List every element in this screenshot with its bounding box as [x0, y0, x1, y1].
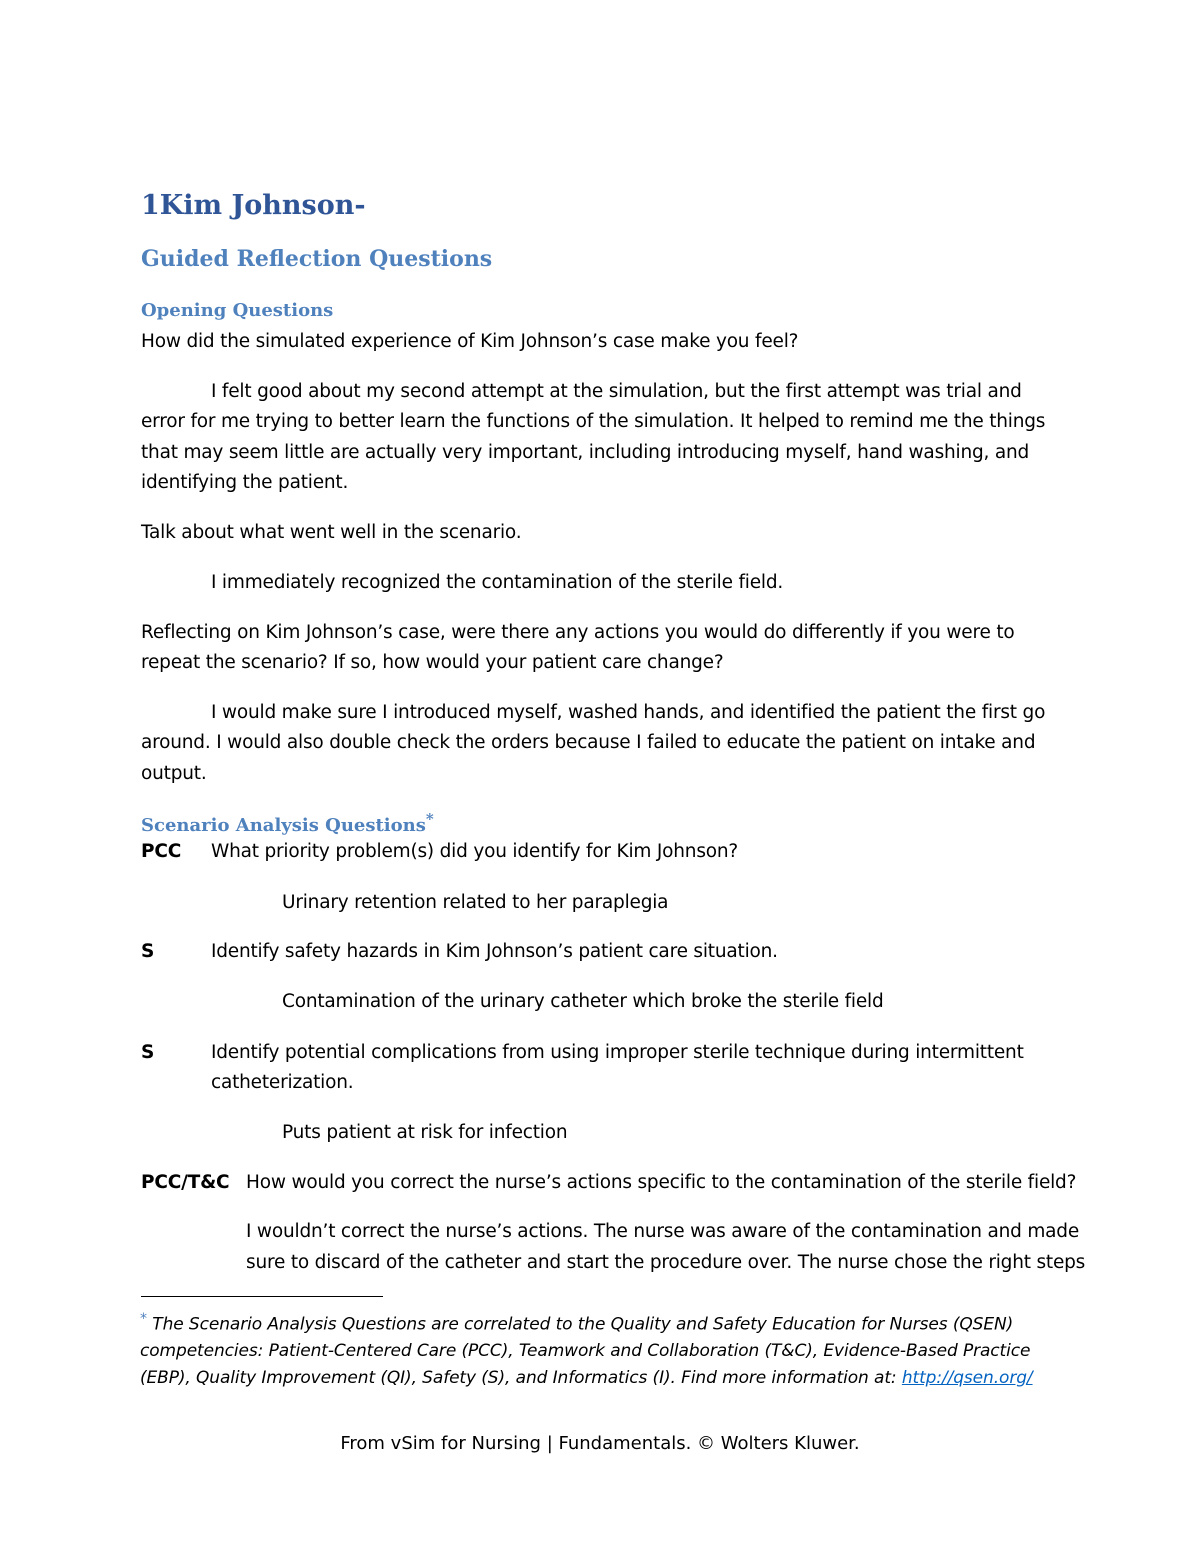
footnote-text: The Scenario Analysis Questions are correlated to the Quality and Safety Education for Nurses (QSEN) competencies: Patient-Centered Care (PCC), Teamwork and Collaboration (T&C), Evidence-Based Practice (EBP), Quality Improvement (QI), Safety (S), and Informatics (I). Find more information at:	[140, 1314, 1031, 1388]
page-footer: From vSim for Nursing | Fundamentals. © Wolters Kluwer.	[340, 1433, 860, 1454]
question-1: How did the simulated experience of Kim Johnson’s case make you feel?	[141, 331, 799, 352]
item-question: How would you correct the nurse’s actions specific to the contamination of the sterile field?	[246, 1172, 1077, 1193]
scenario-analysis-heading-text: Scenario Analysis Questions	[141, 815, 426, 836]
item-answer-line-1: I wouldn’t correct the nurse’s actions. The nurse was aware of the contamination and made	[246, 1221, 1080, 1242]
qsen-link[interactable]: http://qsen.org/	[901, 1367, 1033, 1388]
item-tag: S	[141, 941, 155, 962]
scenario-analysis-heading	[141, 810, 434, 836]
document-title: 1Kim Johnson-	[141, 190, 366, 221]
footnote	[140, 1306, 1060, 1391]
item-question-line-1: Identify potential complications from using improper sterile technique during intermittent	[211, 1042, 1024, 1063]
item-tag: PCC/T&C	[141, 1172, 230, 1193]
item-answer: Contamination of the urinary catheter which broke the sterile field	[282, 991, 884, 1012]
section-title: Guided Reflection Questions	[141, 246, 493, 272]
item-answer-line-2: sure to discard of the catheter and start the procedure over. The nurse chose the right steps	[246, 1252, 1086, 1273]
item-question: Identify safety hazards in Kim Johnson’s patient care situation.	[211, 941, 778, 962]
footnote-reference[interactable]: *	[425, 810, 434, 828]
item-tag: PCC	[141, 841, 182, 862]
item-question-line-2: catheterization.	[211, 1072, 354, 1093]
item-answer: Urinary retention related to her paraplegia	[282, 892, 669, 913]
item-question: What priority problem(s) did you identify for Kim Johnson?	[211, 841, 739, 862]
answer-3: I would make sure I introduced myself, washed hands, and identified the patient the first go around. I would also double check the orders because I failed to educate the patient on intake and output.	[141, 702, 1046, 784]
footnote-mark: *	[140, 1311, 147, 1327]
answer-1: I felt good about my second attempt at the simulation, but the first attempt was trial and error for me trying to better learn the functions of the simulation. It helped to remind me the things that may seem little are actually very important, including introducing myself, hand washing, and identifying the patient.	[141, 381, 1046, 493]
item-answer: Puts patient at risk for infection	[282, 1122, 568, 1143]
question-2: Talk about what went well in the scenario.	[141, 522, 522, 543]
question-3: Reflecting on Kim Johnson’s case, were there any actions you would do differently if you were to repeat the scenario? If so, how would your patient care change?	[141, 622, 1015, 674]
item-tag: S	[141, 1042, 155, 1063]
footnote-separator	[141, 1296, 383, 1297]
opening-questions-heading: Opening Questions	[141, 300, 334, 321]
answer-2: I immediately recognized the contamination of the sterile field.	[211, 572, 784, 593]
